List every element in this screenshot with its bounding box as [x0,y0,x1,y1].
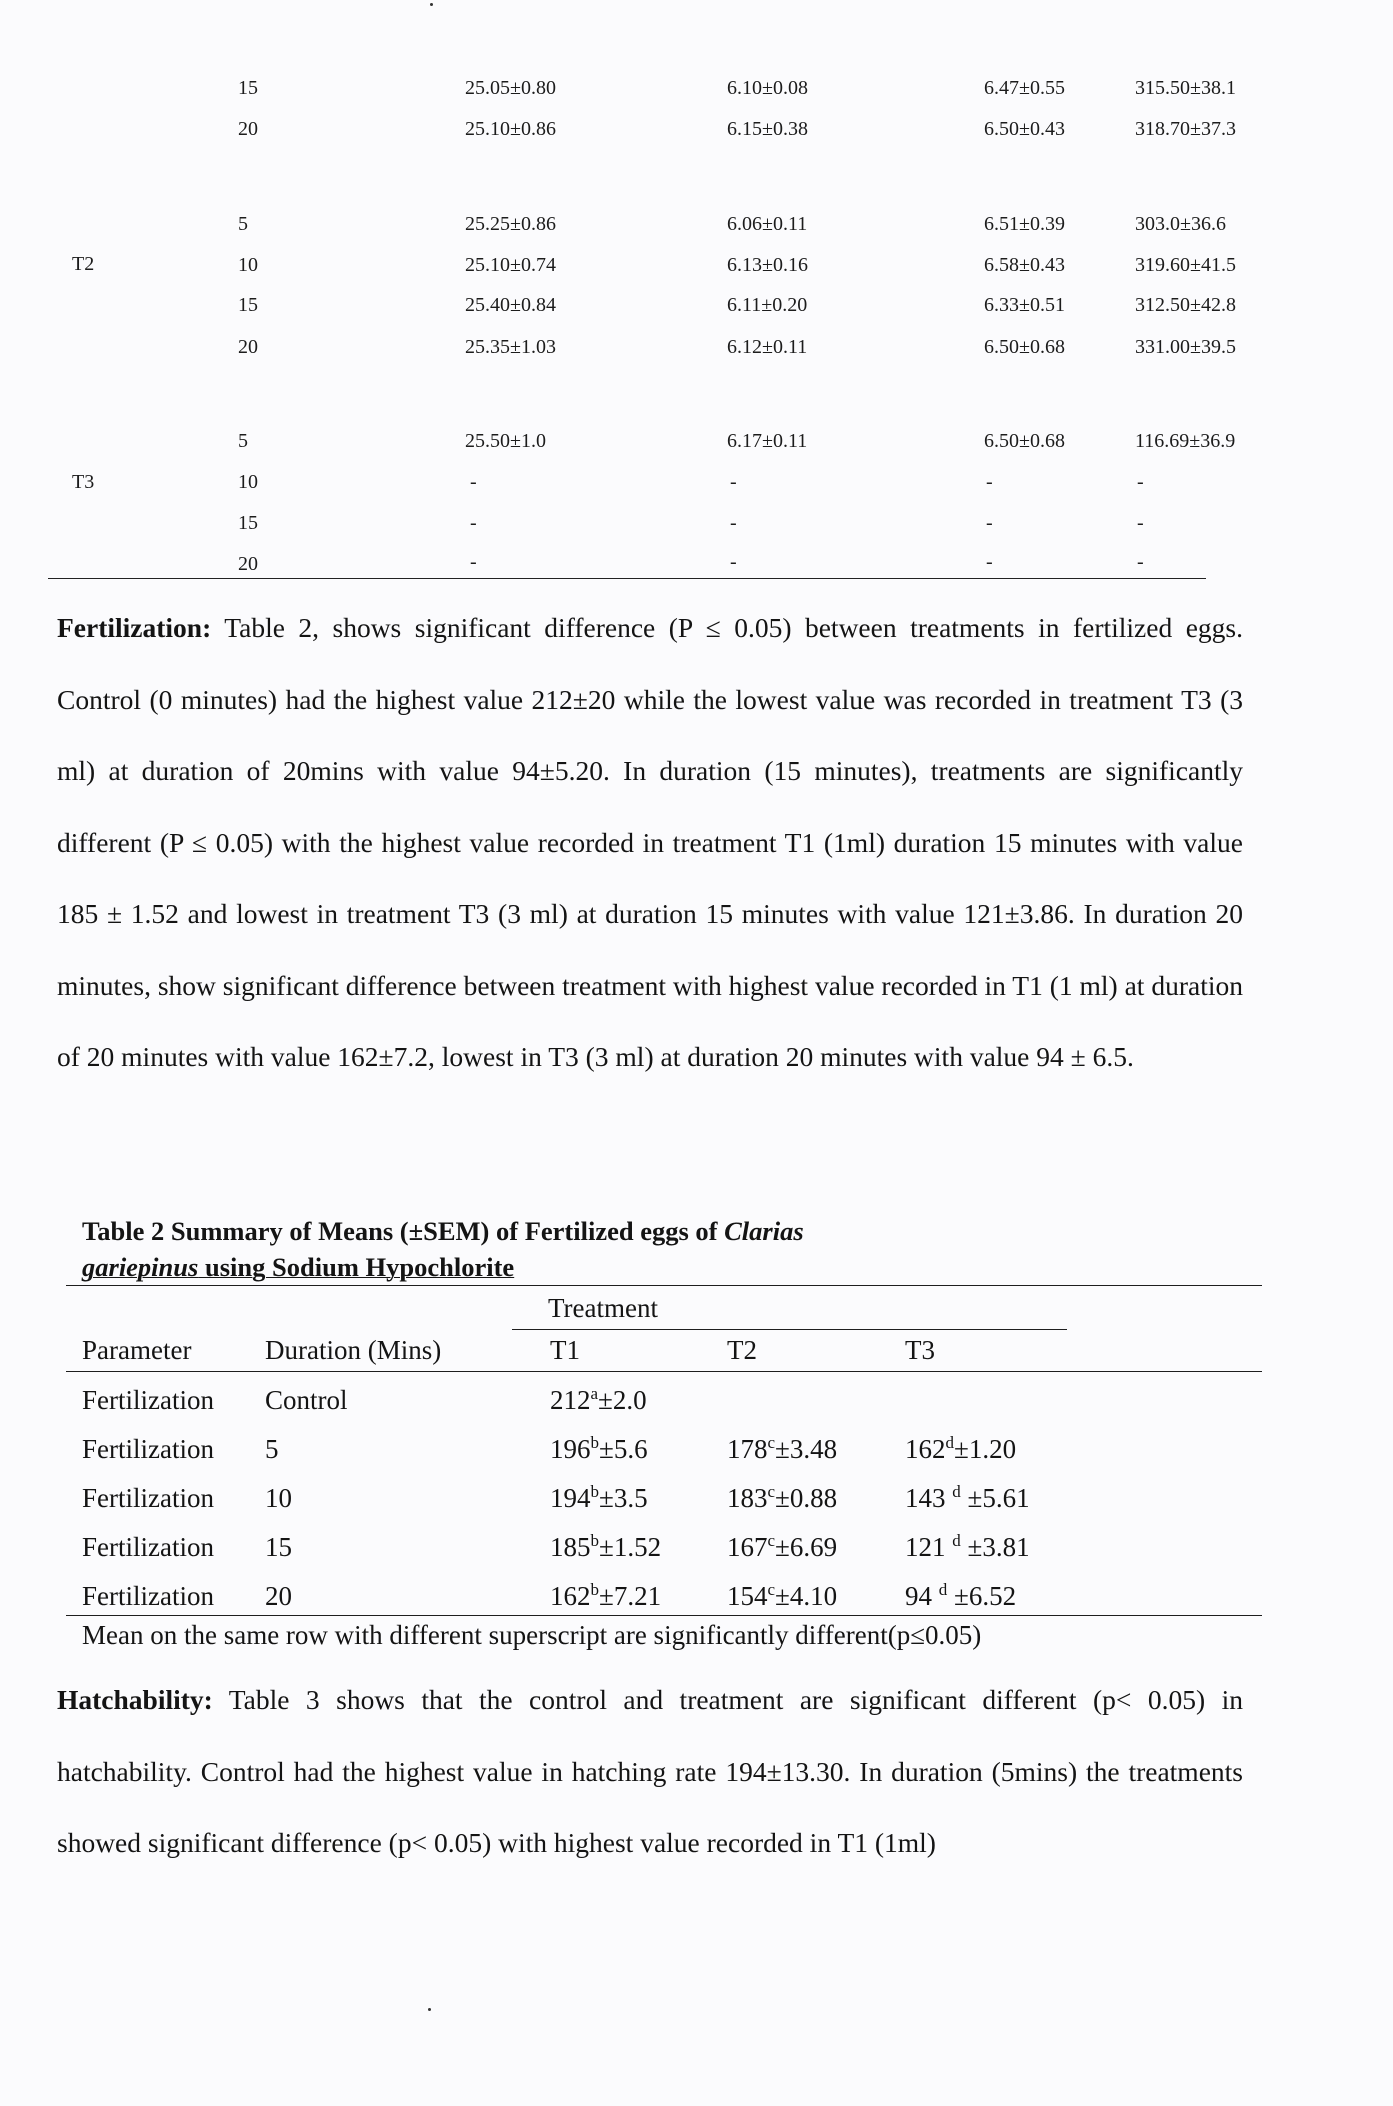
top-table-duration: 20 [238,553,258,575]
table2-row-duration: Control [265,1385,348,1415]
table2-cell-t1: $194^b\pm 3.5$ [550,1482,648,1513]
hatchability-text: Table 3 shows that the control and treatment are significant different (p< 0.05) in hatchability. Control had the highest value in hatching rate 194±13.30. In duration (5mins) the treatments showed significant difference (p< 0.05) with highest value recorded in T1 (1ml) [57,1684,1243,1858]
table2-caption-genus: Clarias [724,1216,804,1246]
table2-cell-t3: $162^d\pm 1.20$ [905,1433,1017,1464]
table2-row-duration: 10 [265,1483,292,1513]
fertilization-text: Table 2, shows significant difference (P ≤ 0.05) between treatments in fertilized eggs. Control (0 minutes) had the highest value 212±20 while the lowest value was recorded in treatment T3 (3 ml) at duration of 20mins with value 94±5.20. In duration (15 minutes), treatments are significantly different (P ≤ 0.05) with the highest value recorded in treatment T1 (1ml) duration 15 minutes with value 185 ± 1.52 and lowest in treatment T3 (3 ml) at duration 15 minutes with value 121±3.86. In duration 20 minutes, show significant difference between treatment with highest value recorded in T1 (1 ml) at duration of 20 minutes with value 162±7.2, lowest in T3 (3 ml) at duration 20 minutes with value 94 ± 6.5. [57,612,1243,1072]
top-table-cell: 312.50±42.8 [1135,294,1236,316]
top-table-cell: - [730,551,737,573]
table2-treatment-header: Treatment [548,1293,658,1323]
table2-row-duration: 20 [265,1581,292,1611]
top-table-duration: 10 [238,254,258,276]
top-table-cell: 6.15±0.38 [727,118,808,140]
top-table-duration: 10 [238,471,258,493]
top-table-cell: - [1137,471,1144,493]
top-table-cell: 25.10±0.86 [465,118,556,140]
table2-treatment-rule [512,1329,1067,1330]
top-table-duration: 20 [238,336,258,358]
table-bottom-rule [48,578,1206,579]
top-table-cell: 6.10±0.08 [727,77,808,99]
table2-caption [82,1213,1182,1285]
table2-top-rule [66,1285,1262,1286]
top-table-cell: 6.58±0.43 [984,254,1065,276]
table2-cell-t3: 121 $^d$ ±3.81 [905,1531,1030,1562]
top-table-cell: - [730,471,737,493]
table2-col-t1: T1 [550,1335,580,1365]
top-table-cell: 318.70±37.3 [1135,118,1236,140]
table2-header-rule [66,1371,1262,1372]
table2-cell-t1: $162^b\pm 7.21$ [550,1580,662,1611]
top-table-cell: 6.50±0.68 [984,336,1065,358]
table2-col-parameter: Parameter [82,1335,192,1365]
table2-row-duration: 15 [265,1532,292,1562]
table2-cell-t2: $154^c\pm 4.10$ [727,1580,838,1611]
top-table-cell: - [1137,512,1144,534]
top-table-cell: 6.06±0.11 [727,213,808,235]
table2-cell-t2: $183^c\pm 0.88$ [727,1482,838,1513]
table2-caption-suffix: using Sodium Hypochlorite [198,1252,515,1282]
top-table-duration: 5 [238,430,248,452]
top-table-cell: 6.17±0.11 [727,430,808,452]
hatchability-heading: Hatchability: [57,1684,213,1715]
top-table-duration: 5 [238,213,248,235]
table2-footnote: Mean on the same row with different superscript are significantly different(p≤0.05) [82,1620,982,1650]
table2-cell-t2: $178^c\pm 3.48$ [727,1433,838,1464]
top-table-duration: 15 [238,512,258,534]
table2-row-parameter: Fertilization [82,1532,214,1562]
table2-row-duration: 5 [265,1434,279,1464]
top-table-cell: 25.40±0.84 [465,294,556,316]
top-table-cell: 25.05±0.80 [465,77,556,99]
top-table-cell: - [470,471,477,493]
top-table-cell: 6.47±0.55 [984,77,1065,99]
table2-cell-t3: 143 $^d$ ±5.61 [905,1482,1030,1513]
top-table-cell: 6.13±0.16 [727,254,808,276]
table2-caption-species: gariepinus [82,1252,199,1282]
table2-cell-t1: $212^a\pm 2.0$ [550,1384,647,1415]
table2-cell-t1: $196^b\pm 5.6$ [550,1433,648,1464]
table2-cell-t3: 94 $^d$ ±6.52 [905,1580,1017,1611]
top-table-cell: 25.50±1.0 [465,430,546,452]
top-table-cell: 6.50±0.68 [984,430,1065,452]
top-table-cell: 6.12±0.11 [727,336,808,358]
top-table-cell: - [1137,551,1144,573]
table2-caption-prefix: Table 2 Summary of Means (±SEM) of Fertilized eggs of [82,1216,725,1246]
fertilization-heading: Fertilization: [57,612,212,643]
table2-cell-t2: $167^c\pm 6.69$ [727,1531,838,1562]
table2-row-parameter: Fertilization [82,1581,214,1611]
table2-cell-t1: $185^b\pm 1.52$ [550,1531,662,1562]
scan-speck [428,2008,431,2011]
top-table-cell: 315.50±38.1 [1135,77,1236,99]
top-table-cell: - [470,512,477,534]
table2-row-parameter: Fertilization [82,1385,214,1415]
top-table-cell: 6.11±0.20 [727,294,808,316]
table2-row-parameter: Fertilization [82,1434,214,1464]
top-table-cell: - [986,551,993,573]
hatchability-paragraph [57,1664,1243,1879]
top-table-cell: 303.0±36.6 [1135,213,1226,235]
top-table-cell: 319.60±41.5 [1135,254,1236,276]
top-table-cell: - [986,471,993,493]
top-table-cell: 331.00±39.5 [1135,336,1236,358]
fertilization-paragraph [57,592,1243,1093]
top-table-cell: - [730,512,737,534]
top-table-cell: 116.69±36.9 [1135,430,1236,452]
top-table-cell: - [470,551,477,573]
scan-speck [430,3,433,6]
top-table-group-label: T2 [72,253,95,275]
top-table-cell: 6.33±0.51 [984,294,1065,316]
top-table-cell: 6.50±0.43 [984,118,1065,140]
top-table-cell: 6.51±0.39 [984,213,1065,235]
top-table-cell: 25.35±1.03 [465,336,556,358]
table2-col-t2: T2 [727,1335,757,1365]
table2-bottom-rule [66,1615,1262,1616]
table2-col-t3: T3 [905,1335,935,1365]
top-table-cell: - [986,512,993,534]
top-table-cell: 25.10±0.74 [465,254,556,276]
table2-col-duration: Duration (Mins) [265,1335,442,1365]
top-table-duration: 15 [238,77,258,99]
top-table-cell: 25.25±0.86 [465,213,556,235]
top-table-duration: 15 [238,294,258,316]
top-table-duration: 20 [238,118,258,140]
top-table-group-label: T3 [72,471,95,493]
table2-row-parameter: Fertilization [82,1483,214,1513]
